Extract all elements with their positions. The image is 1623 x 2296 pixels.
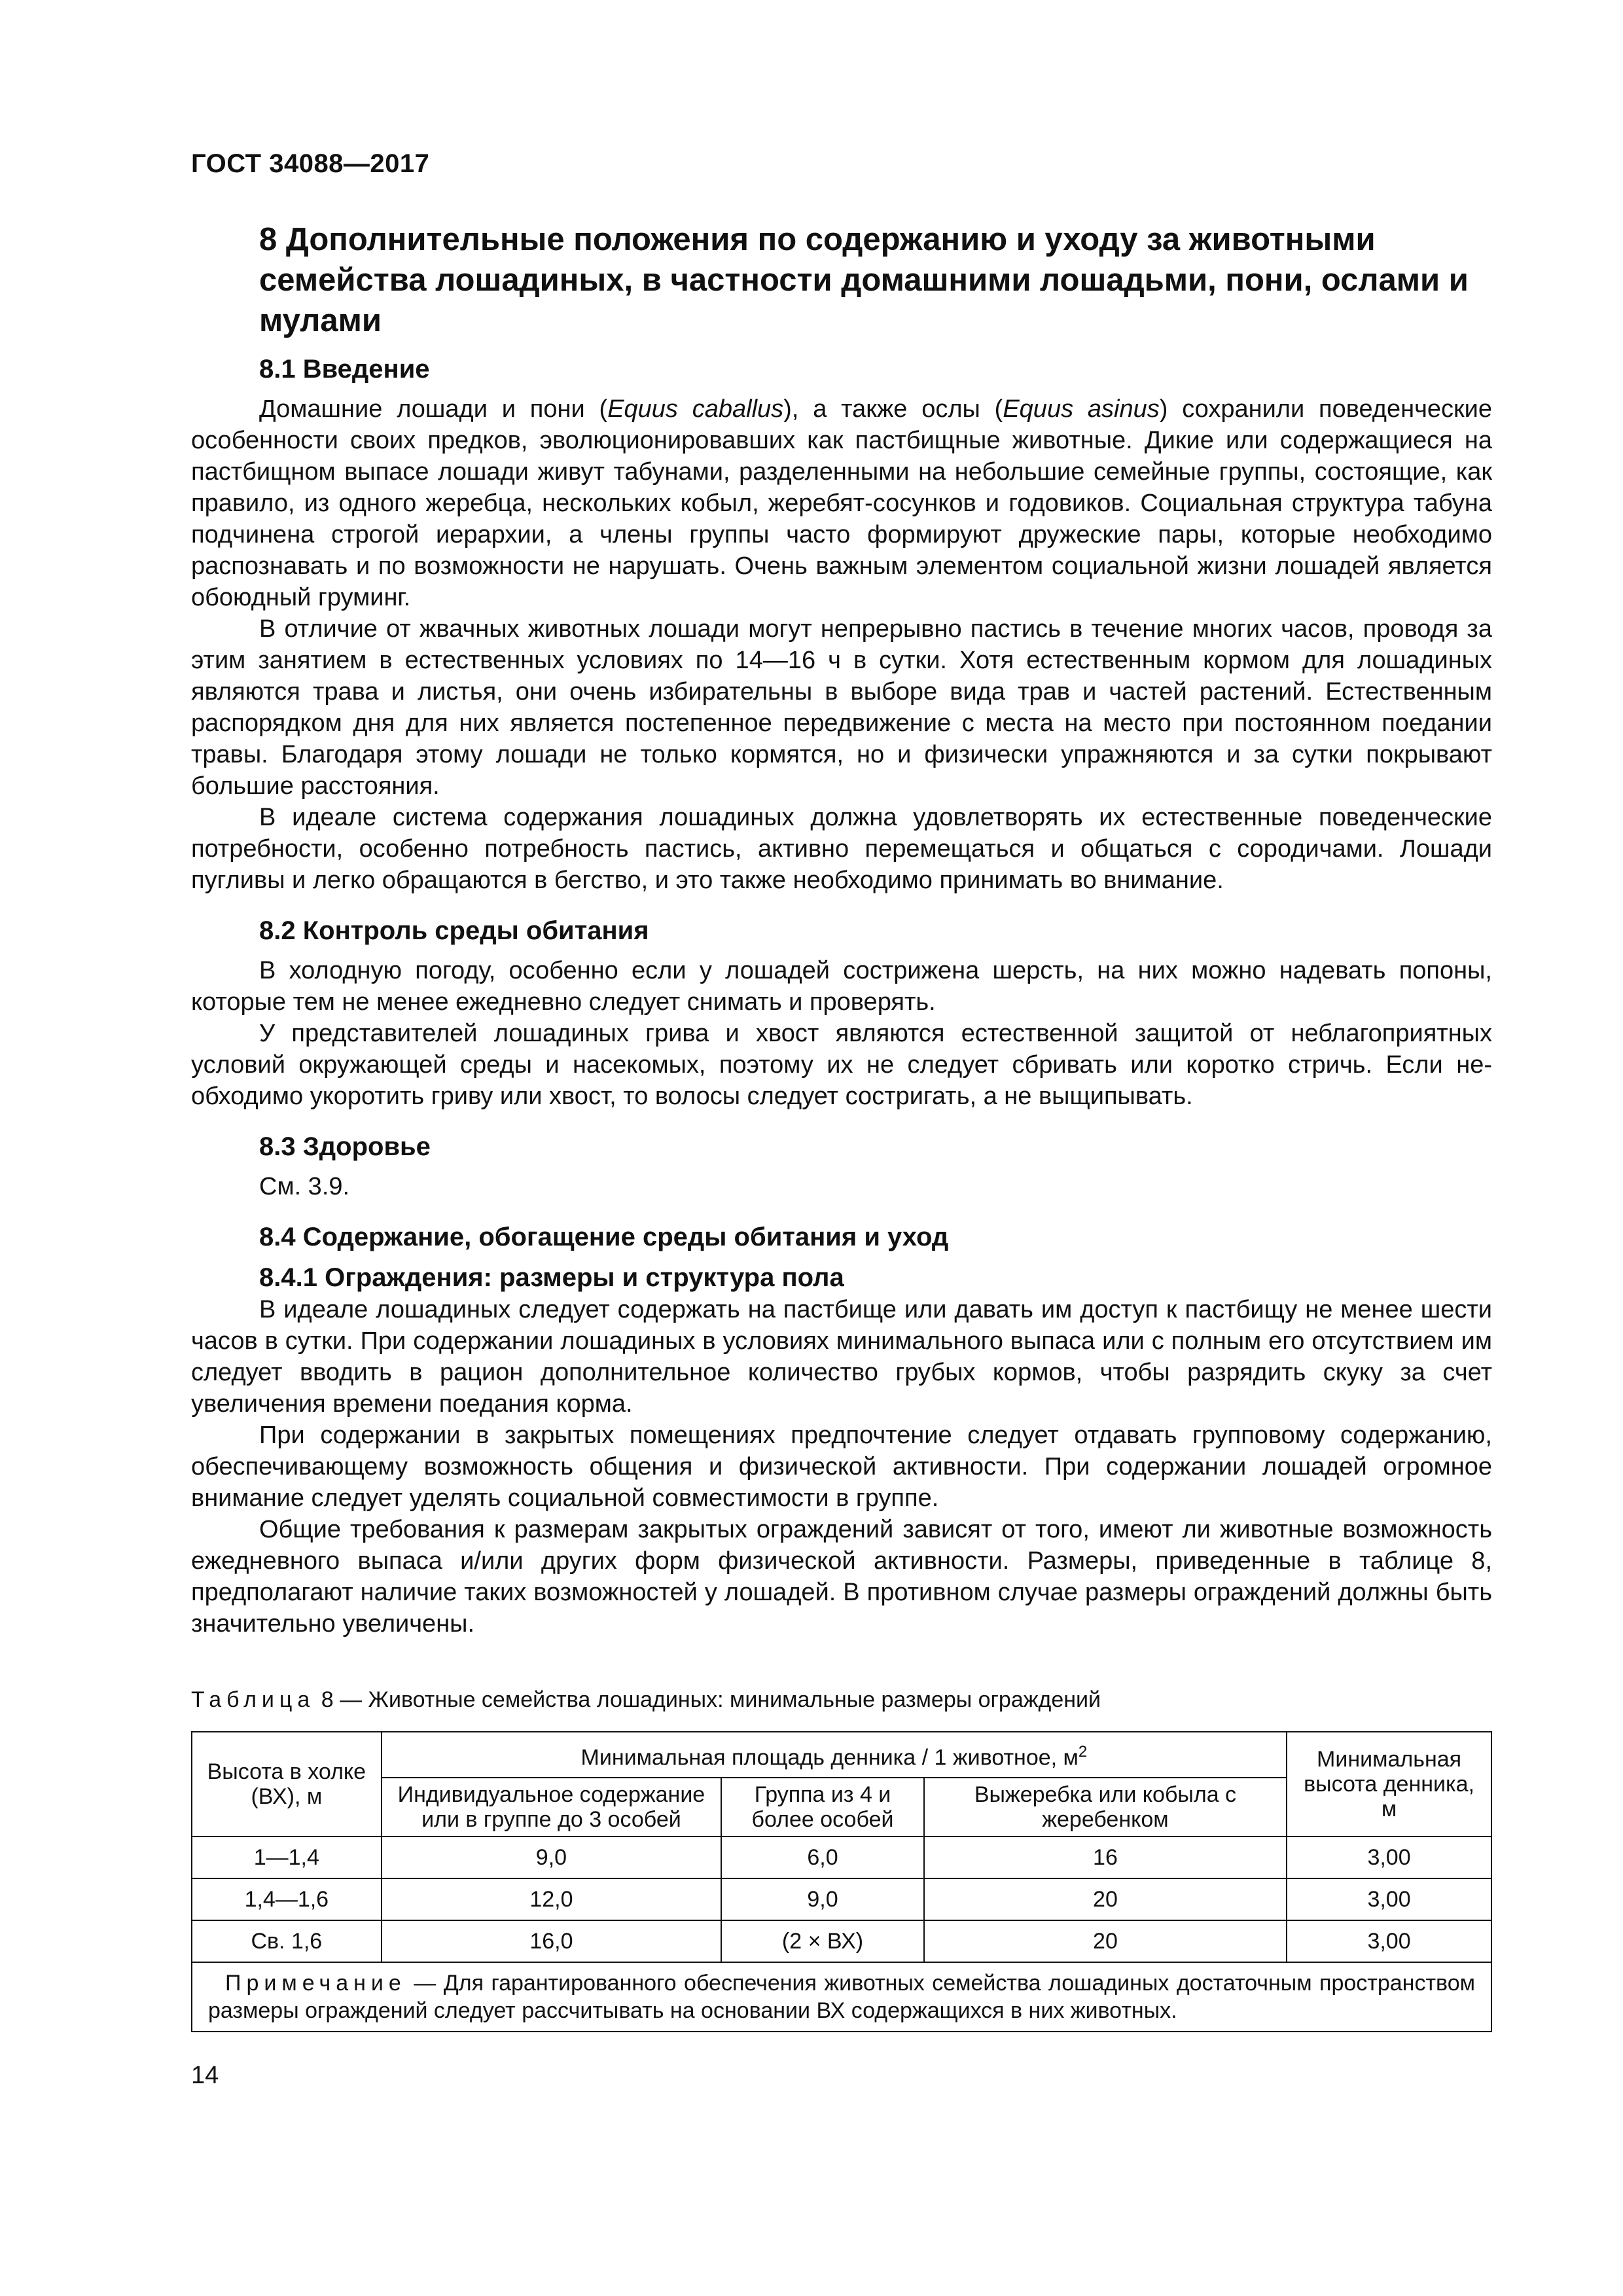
paragraph: В идеале лошадиных следует содержать на пастбище или давать им доступ к пастбищу не менее шести часов в сутки. При содержании лошадиных в условиях минимального выпаса или с полным его отсутствием им следует вводить в рацион дополнительное количество грубых кормов, чтобы разрядить скуку за счет увеличения времени поедания корма. [191,1296,1492,1418]
table-row: 1,4—1,6 12,0 9,0 20 3,00 [192,1878,1491,1920]
paragraph: См. 3.9. [259,1173,350,1200]
paragraph: При содержании в закрытых помещениях предпочтение следует отдавать групповому содержанию, обеспечивающему возможность общения и физической активности. При содержании лошадей огромное внимание следует уделять социальной совместимости в группе. [191,1422,1492,1512]
subsection-heading-8-2: 8.2 Контроль среды обитания [259,916,649,945]
paragraph: Общие требования к размерам закрытых ограждений зависят от того, имеют ли животные возможность ежедневного выпаса и/или других форм физической активности. Размеры, приведенные в таблице 8, предполагают наличие таких возможностей у лошадей. В противном случае размеры ограждений должны быть значительно увеличены. [191,1516,1492,1638]
section-title: 8 Дополнительные положения по содержанию и уходу за животными семейства лошадиных, в частности домашними лошадьми, пони, ослами и мулами [259,222,1469,338]
latin-name: Equus asinus [1003,395,1160,423]
column-header-foal: Выжеребка или кобыла с жеребенком [924,1778,1287,1837]
column-header-group4: Группа из 4 и более особей [721,1778,924,1837]
table-note: Примечание — Для гарантированного обеспечения животных семейства лошадиных достаточным пространством размеры ограждений следует рассчитывать на основании ВХ содержащихся в них животных. [192,1962,1491,2032]
page-content [191,219,1492,1640]
column-header-individual: Индивидуальное содержание или в группе до 3 особей [382,1778,722,1837]
table-row: Св. 1,6 16,0 (2 × ВХ) 20 3,00 [192,1920,1491,1962]
subsection-heading-8-4: 8.4 Содержание, обогащение среды обитания и уход [259,1223,949,1251]
paragraph: В отличие от жвачных животных лошади могут непрерывно пастись в течение многих часов, проводя за этим занятием в естественных условиях по 14—16 ч в сутки. Хотя естественным кормом для лошадиных являются трава и листья, они очень избирательны в выборе вида трав и частей растений. Естественным распорядком дня для них является постепенное передвижение с места на место при постоянном поедании травы. Благодаря этому лошади не только кормятся, но и физически упражняются и за сутки покрывают большие расстояния. [191,615,1492,800]
paragraph: В идеале система содержания лошадиных должна удовлетворять их естественные поведенческие потребности, особенно потребность пастись, активно перемещаться и общаться с сородичами. Лошади пугливы и легко обращаются в бегство, и это также необходимо принимать во внимание. [191,804,1492,894]
table-caption: Таблица 8 — Животные семейства лошадиных: минимальные размеры ограждений [191,1687,1101,1712]
enclosure-size-table [191,1731,1492,2032]
subsection-heading-8-1: 8.1 Введение [259,355,430,384]
latin-name: Equus caballus [607,395,784,423]
column-header-height: Высота в холке (ВХ), м [192,1732,382,1837]
subsection-heading-8-4-1: 8.4.1 Ограждения: размеры и структура пола [259,1263,844,1292]
document-header: ГОСТ 34088—2017 [191,149,430,178]
subsection-heading-8-3: 8.3 Здоровье [259,1132,431,1161]
paragraph: В холодную погоду, особенно если у лошадей сострижена шерсть, на них можно надевать попоны, которые тем не менее ежедневно следует снимать и проверять. [191,957,1492,1016]
column-group-header-area: Минимальная площадь денника / 1 животное, $м^2$ [382,1732,1287,1778]
page-number: 14 [191,2062,219,2089]
column-header-min-height: Минимальная высота денника, м [1287,1732,1491,1837]
table-row: 1—1,4 9,0 6,0 16 3,00 [192,1837,1491,1878]
paragraph: У представителей лошадиных грива и хвост являются естественной защитой от неблагоприятных условий окружающей среды и насекомых, поэтому их не следует сбривать или коротко стричь. Если необходимо укоротить гриву или хвост, то волосы следует состригать, а не выщипывать. [191,1020,1492,1110]
paragraph: Домашние лошади и пони (Equus caballus), а также ослы (Equus asinus) сохранили поведенческие особенности своих предков, эволюционировавших как пастбищные животные. Дикие или содержащиеся на пастбищном выпасе лошади живут табунами, разделенными на небольшие семейные группы, состоящие, как правило, из одного жеребца, нескольких кобыл, жеребят-сосунков и годовиков. Социальная структура табуна подчинена строгой иерархии, а члены группы часто формируют дружеские пары, которые необходимо распознавать и по возможности не нарушать. Очень важным элементом социальной жизни лошадей является обоюдный груминг. [191,395,1493,611]
table-note-row [192,1962,1491,2032]
